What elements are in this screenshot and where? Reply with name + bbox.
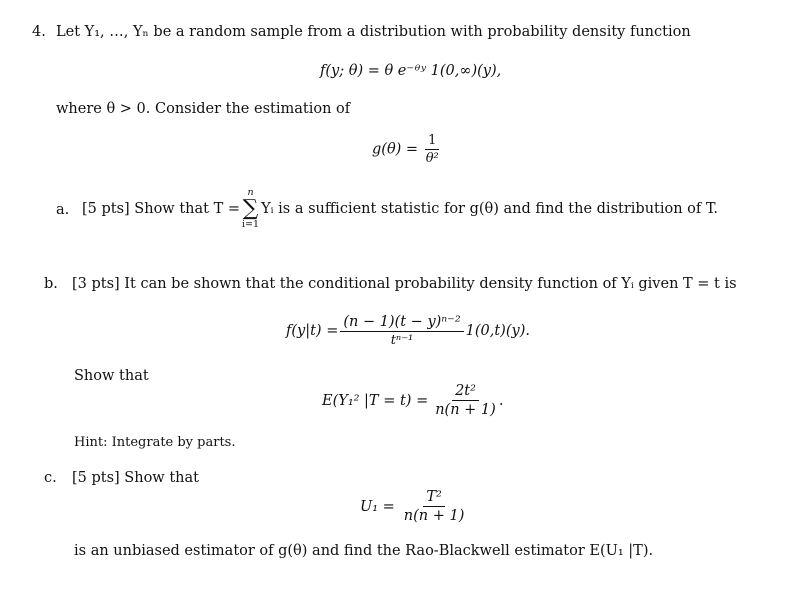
u-fraction bbox=[401, 489, 468, 524]
part-a-statement bbox=[82, 188, 718, 229]
sum-symbol: ∑ bbox=[242, 195, 259, 221]
g-theta-equation bbox=[372, 133, 442, 166]
g-denominator: θ² bbox=[425, 151, 439, 166]
expectation-equation bbox=[322, 383, 503, 418]
u-numerator: T² bbox=[423, 489, 444, 507]
f-lhs: f(y|t) = bbox=[286, 323, 339, 339]
part-c-closing: is an unbiased estimator of g(θ) and find the Rao-Blackwell estimator E(U₁ |T). bbox=[74, 543, 654, 559]
theta-condition: where θ > 0. Consider the estimation of bbox=[56, 101, 351, 117]
hint-text: Hint: Integrate by parts. bbox=[74, 435, 236, 450]
part-a-label: a. bbox=[56, 202, 70, 218]
e-lhs: E(Y₁² |T = t) = bbox=[322, 392, 429, 409]
problem-intro: Let Y₁, …, Yₙ be a random sample from a distribution with probability density function bbox=[56, 24, 691, 40]
sum-upper-limit: n bbox=[247, 187, 254, 198]
part-b-text: [3 pts] It can be shown that the conditional probability density function of Yᵢ given T = t is bbox=[72, 276, 737, 292]
summation bbox=[242, 188, 259, 229]
part-a-text-after: Yᵢ is a sufficient statistic for g(θ) and find the distribution of T. bbox=[261, 200, 719, 217]
density-equation: f(y; θ) = θ e⁻ᶿʸ 1(0,∞)(y), bbox=[320, 63, 502, 79]
part-a-text-before: [5 pts] Show that T = bbox=[82, 200, 241, 217]
u1-equation bbox=[360, 489, 467, 524]
u-lhs: U₁ = bbox=[360, 498, 395, 515]
conditional-density-equation bbox=[286, 314, 530, 348]
f-numerator: (n − 1)(t − y)ⁿ⁻² bbox=[340, 314, 463, 332]
part-c-text: [5 pts] Show that bbox=[72, 470, 199, 486]
f-denominator: tⁿ⁻¹ bbox=[390, 333, 414, 348]
f-tail: 1(0,t)(y). bbox=[465, 323, 530, 339]
g-fraction bbox=[423, 133, 442, 166]
e-fraction bbox=[432, 383, 499, 418]
e-denominator: n(n + 1) bbox=[435, 402, 496, 418]
e-tail: . bbox=[498, 392, 504, 409]
g-lhs: g(θ) = bbox=[372, 141, 419, 158]
show-that-label: Show that bbox=[74, 368, 149, 384]
g-numerator: 1 bbox=[425, 133, 439, 150]
e-numerator: 2t² bbox=[452, 383, 479, 401]
f-fraction bbox=[340, 314, 463, 348]
problem-number: 4. bbox=[32, 24, 46, 40]
u-denominator: n(n + 1) bbox=[403, 508, 465, 524]
sum-lower-limit: i=1 bbox=[242, 218, 260, 230]
part-b-label: b. bbox=[44, 276, 58, 292]
part-c-label: c. bbox=[44, 470, 57, 486]
